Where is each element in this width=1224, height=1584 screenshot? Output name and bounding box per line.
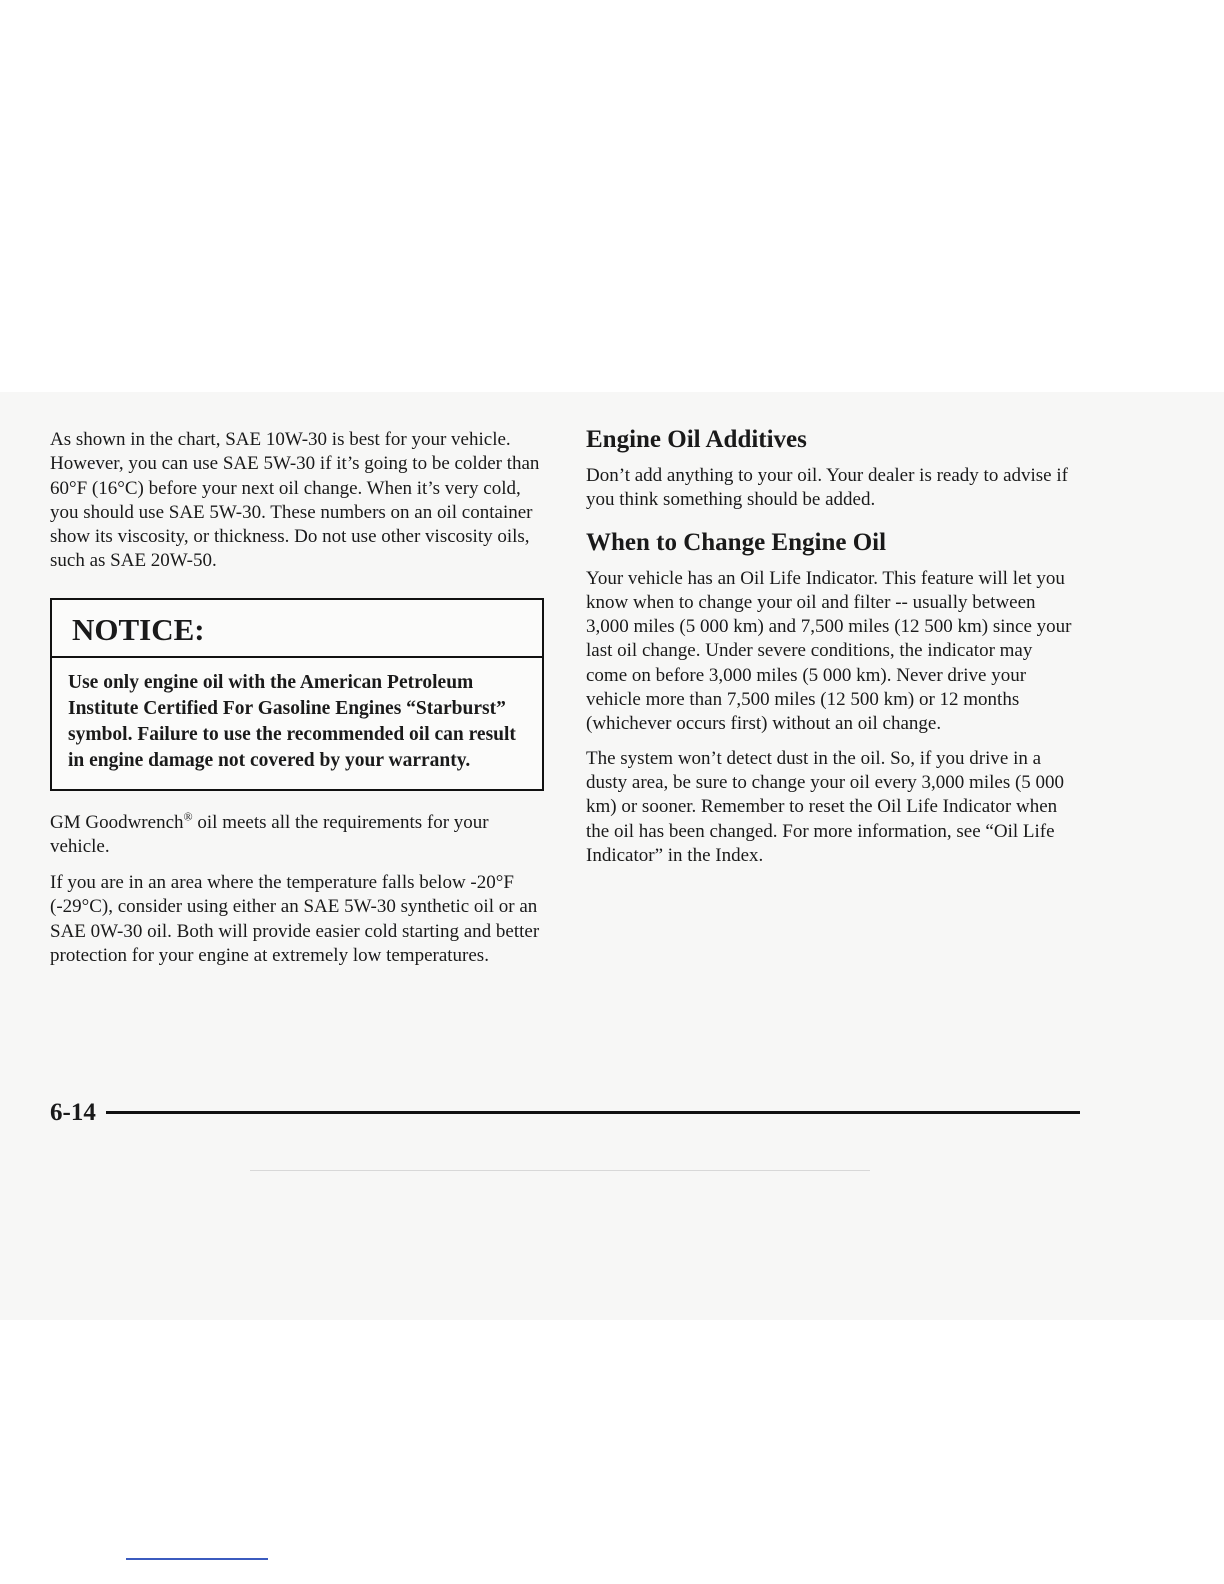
additives-paragraph: Don’t add anything to your oil. Your dealer is ready to advise if you think something should be added.: [586, 465, 1068, 511]
engine-oil-additives-heading: Engine Oil Additives: [586, 426, 807, 453]
registered-mark: ®: [183, 809, 193, 824]
page-number: 6-14: [50, 1099, 96, 1126]
when-to-change-heading: When to Change Engine Oil: [586, 528, 887, 556]
footer-rule: [106, 1111, 1080, 1114]
goodwrench-paragraph: [50, 811, 550, 860]
goodwrench-text-rest: oil meets all the requirements for your vehicle.: [50, 811, 489, 857]
notice-body: Use only engine oil with the American Petroleum Institute Certified For Gasoline Engines “Starburst” symbol. Failure to use the recommended oil can result in engine damage not covered by your warranty.: [68, 671, 516, 772]
bottom-link-underline: [126, 1558, 268, 1560]
notice-box: [50, 598, 544, 791]
oil-viscosity-paragraph: As shown in the chart, SAE 10W-30 is best for your vehicle. However, you can use SAE 5W-30 if it’s going to be colder than 60°F (16°C) before your next oil change. When it’s very cold, you should use SAE 5W-30. These numbers on an oil container show its viscosity, or thickness. Do not use other viscosity oils, such as SAE 20W-50.: [50, 429, 540, 572]
right-column: [586, 424, 1076, 868]
dust-paragraph: The system won’t detect dust in the oil. So, if you drive in a dusty area, be sure to change your oil every 3,000 miles (5 000 km) or sooner. Remember to reset the Oil Life Indicator when the oil has been changed. For more information, see “Oil Life Indicator” in the Index.: [586, 747, 1065, 866]
goodwrench-text: GM Goodwrench: [50, 811, 184, 833]
scan-artifact-line: [250, 1170, 870, 1171]
left-column: [50, 428, 550, 968]
oil-life-indicator-paragraph: Your vehicle has an Oil Life Indicator. This feature will let you know when to change your oil and filter -- usually between 3,000 miles (5 000 km) and 7,500 miles (12 500 km) since your last oil change. Under severe conditions, the indicator may come on before 3,000 miles (5 000 km). Never drive your vehicle more than 7,500 miles (12 500 km) or 12 months (whichever occurs first) without an oil change.: [586, 567, 1072, 735]
cold-temperature-paragraph: If you are in an area where the temperature falls below -20°F (-29°C), consider using either an SAE 5W-30 synthetic oil or an SAE 0W-30 oil. Both will provide easier cold starting and better protection for your engine at extremely low temperatures.: [50, 872, 540, 967]
notice-title: NOTICE:: [52, 600, 542, 658]
